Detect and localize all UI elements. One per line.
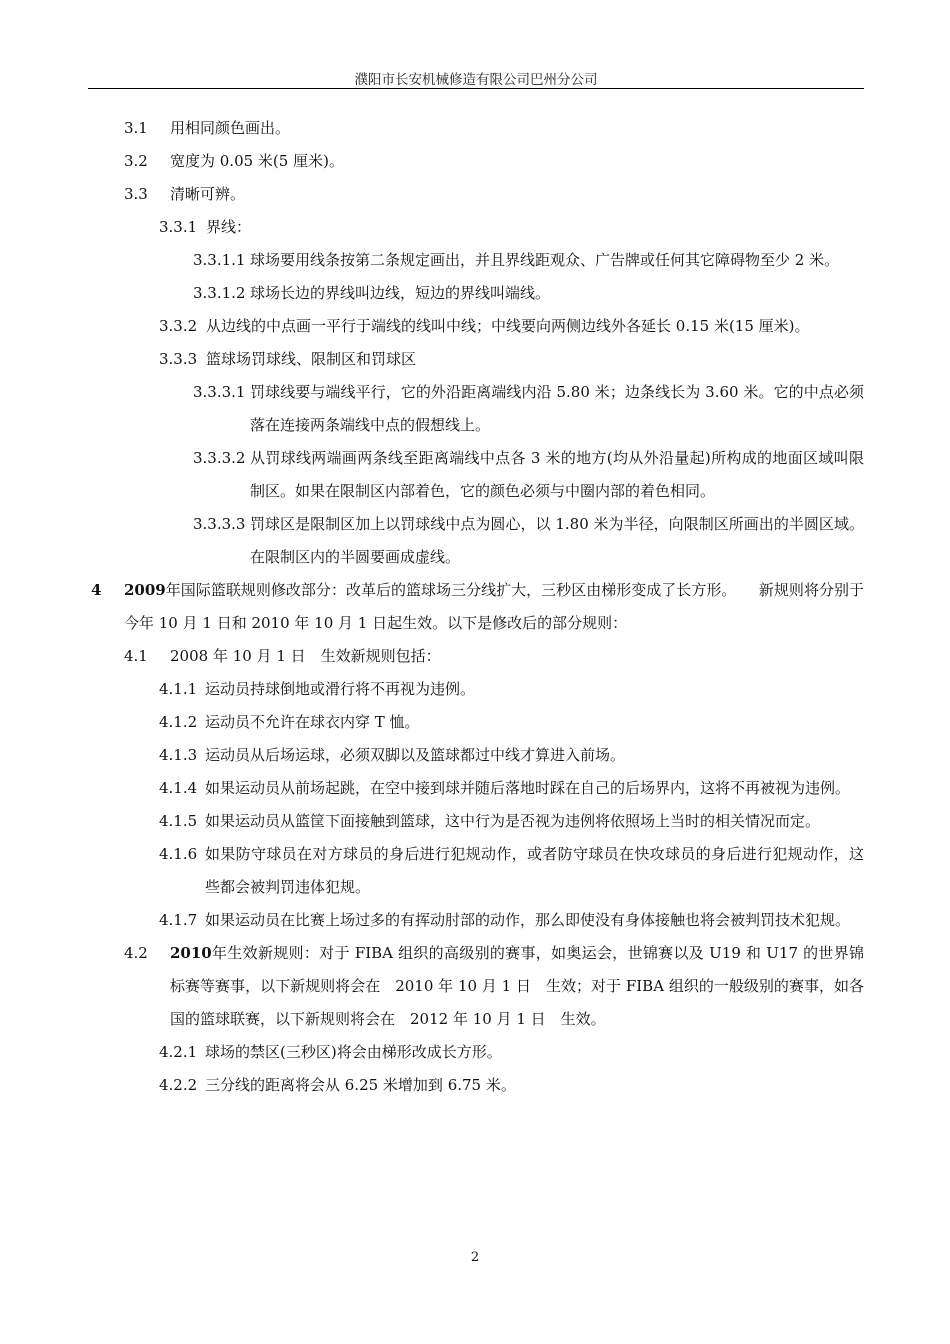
section-text bbox=[124, 574, 864, 640]
item-number: 4.2 bbox=[124, 944, 148, 962]
page-number: 2 bbox=[470, 1250, 480, 1265]
item-3-3-1 bbox=[88, 211, 864, 244]
item-number: 3.2 bbox=[124, 152, 148, 170]
item-year: 2010 bbox=[170, 944, 212, 962]
section-year: 2009 bbox=[124, 581, 166, 599]
item-text: 运动员从后场运球，必须双脚以及篮球都过中线才算进入前场。 bbox=[205, 746, 626, 764]
item-3-3-3-2 bbox=[88, 442, 864, 508]
item-number: 4.1.6 bbox=[159, 845, 198, 863]
item-number: 3.3.3 bbox=[159, 350, 198, 368]
item-text: 运动员不允许在球衣内穿 T 恤。 bbox=[205, 713, 420, 731]
item-text: 如果运动员从前场起跳，在空中接到球并随后落地时踩在自己的后场界内，这将不再被视为违例。 bbox=[205, 779, 851, 797]
item-4-2-1 bbox=[88, 1036, 864, 1069]
item-4-1-1 bbox=[88, 673, 864, 706]
item-number: 4.1.5 bbox=[159, 812, 198, 830]
item-3-2 bbox=[88, 145, 864, 178]
item-3-3-3 bbox=[88, 343, 864, 376]
item-text: 如果运动员在比赛上场过多的有挥动肘部的动作，那么即使没有身体接触也将会被判罚技术犯规。 bbox=[205, 911, 851, 929]
item-text: 罚球线要与端线平行，它的外沿距离端线内沿 5.80 米；边条线长为 3.60 米。它的中点必须落在连接两条端线中点的假想线上。 bbox=[250, 383, 864, 434]
item-text: 如果运动员从篮筐下面接触到篮球，这中行为是否视为违例将依照场上当时的相关情况而定。 bbox=[205, 812, 821, 830]
item-4-2 bbox=[88, 937, 864, 1036]
item-number: 3.3.2 bbox=[159, 317, 198, 335]
item-body: 年生效新规则：对于 FIBA 组织的高级别的赛事，如奥运会，世锦赛以及 U19 和 U17 的世界锦标赛等赛事，以下新规则将会在 2010 年 10 月 1 日 生效；对于 FIBA 组织的一般级别的赛事，如各国的篮球联赛，以下新规则将会在 2012 年 10 月 1 日 生效。 bbox=[170, 944, 864, 1028]
item-text: 球场的禁区(三秒区)将会由梯形改成长方形。 bbox=[205, 1043, 502, 1061]
item-number: 4.2.2 bbox=[159, 1076, 198, 1094]
item-number: 4.1.1 bbox=[159, 680, 198, 698]
item-4-1 bbox=[88, 640, 864, 673]
section-number: 4 bbox=[91, 581, 102, 599]
item-4-1-2 bbox=[88, 706, 864, 739]
item-3-3 bbox=[88, 178, 864, 211]
item-text: 三分线的距离将会从 6.25 米增加到 6.75 米。 bbox=[205, 1076, 516, 1094]
item-text: 罚球区是限制区加上以罚球线中点为圆心，以 1.80 米为半径，向限制区所画出的半圆区域。在限制区内的半圆要画成虚线。 bbox=[250, 515, 864, 566]
document-body bbox=[88, 112, 864, 1102]
item-text: 球场要用线条按第二条规定画出，并且界线距观众、广告牌或任何其它障碍物至少 2 米。 bbox=[250, 251, 840, 269]
header-rule bbox=[88, 88, 864, 89]
item-number: 3.3 bbox=[124, 185, 148, 203]
item-3-3-1-2 bbox=[88, 277, 864, 310]
item-4-1-7 bbox=[88, 904, 864, 937]
item-text: 宽度为 0.05 米(5 厘米)。 bbox=[170, 152, 344, 170]
item-number: 3.3.3.1 bbox=[193, 383, 246, 401]
item-text: 从罚球线两端画两条线至距离端线中点各 3 米的地方(均从外沿量起)所构成的地面区域叫限制区。如果在限制区内部着色，它的颜色必须与中圈内部的着色相同。 bbox=[250, 449, 864, 500]
item-number: 3.3.3.2 bbox=[193, 449, 246, 467]
item-number: 3.3.1.1 bbox=[193, 251, 246, 269]
item-text: 篮球场罚球线、限制区和罚球区 bbox=[206, 350, 417, 368]
section-body: 年国际篮联规则修改部分：改革后的篮球场三分线扩大，三秒区由梯形变成了长方形。 新规则将分别于今年 10 月 1 日和 2010 年 10 月 1 日起生效。以下是修改后的部分规则： bbox=[124, 581, 864, 632]
item-number: 4.1.7 bbox=[159, 911, 198, 929]
item-text bbox=[170, 937, 864, 1036]
item-3-1 bbox=[88, 112, 864, 145]
item-4-1-6 bbox=[88, 838, 864, 904]
item-text: 界线： bbox=[206, 218, 252, 236]
item-text: 2008 年 10 月 1 日 生效新规则包括： bbox=[170, 647, 441, 665]
item-number: 3.3.3.3 bbox=[193, 515, 246, 533]
item-text: 运动员持球倒地或滑行将不再视为违例。 bbox=[205, 680, 476, 698]
item-number: 3.3.1 bbox=[159, 218, 198, 236]
item-number: 4.1.3 bbox=[159, 746, 198, 764]
item-text: 如果防守球员在对方球员的身后进行犯规动作，或者防守球员在快攻球员的身后进行犯规动作，这些都会被判罚违体犯规。 bbox=[205, 845, 864, 896]
item-text: 球场长边的界线叫边线，短边的界线叫端线。 bbox=[250, 284, 551, 302]
item-3-3-3-3 bbox=[88, 508, 864, 574]
item-text: 从边线的中点画一平行于端线的线叫中线；中线要向两侧边线外各延长 0.15 米(15 厘米)。 bbox=[206, 317, 810, 335]
item-4-1-5 bbox=[88, 805, 864, 838]
item-number: 4.1.4 bbox=[159, 779, 198, 797]
item-text: 清晰可辨。 bbox=[170, 185, 246, 203]
item-4-2-2 bbox=[88, 1069, 864, 1102]
item-number: 4.1.2 bbox=[159, 713, 198, 731]
item-3-3-3-1 bbox=[88, 376, 864, 442]
item-number: 4.2.1 bbox=[159, 1043, 198, 1061]
item-3-3-2 bbox=[88, 310, 864, 343]
item-3-3-1-1 bbox=[88, 244, 864, 277]
item-4-1-4 bbox=[88, 772, 864, 805]
item-text: 用相同颜色画出。 bbox=[170, 119, 291, 137]
section-4 bbox=[88, 574, 864, 640]
item-number: 4.1 bbox=[124, 647, 148, 665]
item-number: 3.3.1.2 bbox=[193, 284, 246, 302]
item-number: 3.1 bbox=[124, 119, 148, 137]
item-4-1-3 bbox=[88, 739, 864, 772]
page-header: 濮阳市长安机械修造有限公司巴州分公司 bbox=[354, 72, 598, 88]
